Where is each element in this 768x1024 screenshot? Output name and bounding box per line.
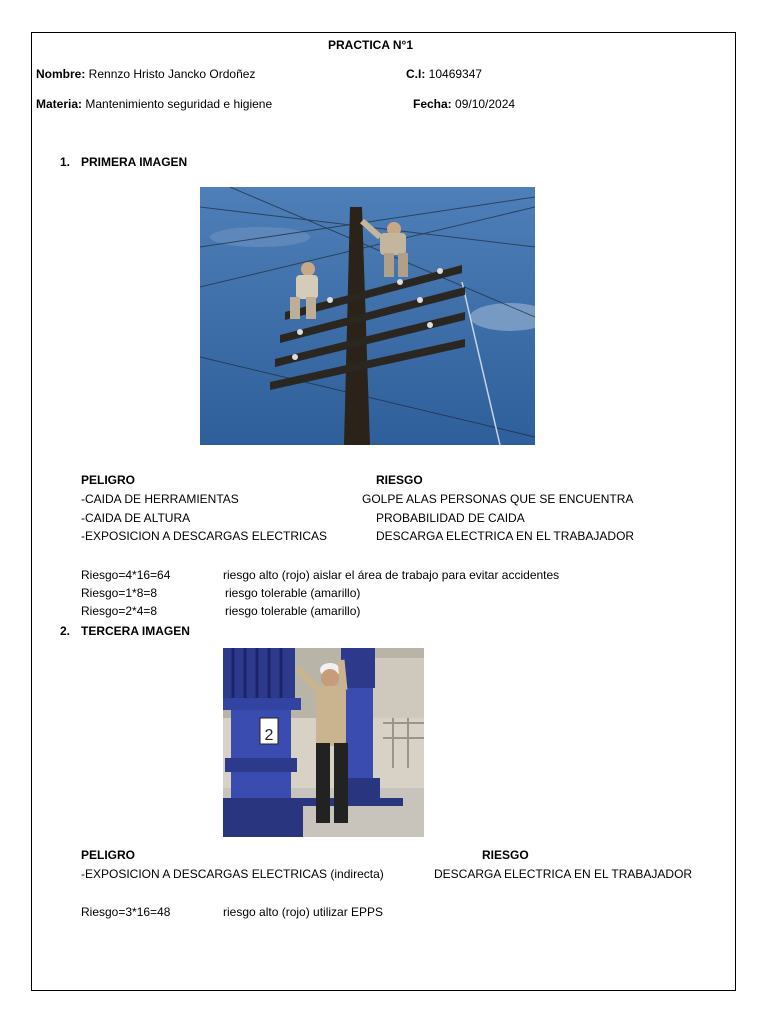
hazard-item: -EXPOSICION A DESCARGAS ELECTRICAS (indirecta) (81, 867, 384, 881)
page-title: PRACTICA N°1 (328, 38, 414, 52)
risk-calc: Riesgo=4*16=64 (81, 568, 171, 582)
risk-item: PROBABILIDAD DE CAIDA (376, 511, 525, 525)
risk-calc: Riesgo=3*16=48 (81, 905, 171, 919)
risk-calc: Riesgo=1*8=8 (81, 586, 158, 600)
date-line (413, 97, 515, 111)
section2-risk-header: RIESGO (482, 848, 529, 862)
risk-item: GOLPE ALAS PERSONAS QUE SE ENCUENTRA (362, 492, 634, 506)
risk-assessment: riesgo alto (rojo) aislar el área de trabajo para evitar accidentes (223, 568, 560, 582)
hazard-item: -EXPOSICION A DESCARGAS ELECTRICAS (81, 529, 328, 543)
section1-risk-header: RIESGO (376, 473, 423, 487)
risk-calc: Riesgo=2*4=8 (81, 604, 158, 618)
risk-assessment: riesgo tolerable (amarillo) (225, 586, 361, 600)
name-line (36, 67, 255, 81)
machine-number-label: 2 (264, 727, 274, 744)
section2-hazard-header: PELIGRO (81, 848, 136, 862)
date-value: 09/10/2024 (451, 97, 516, 111)
power-pole-photo (200, 187, 535, 445)
risk-assessment: riesgo alto (rojo) utilizar EPPS (223, 905, 384, 919)
risk-item: DESCARGA ELECTRICA EN EL TRABAJADOR (434, 867, 693, 881)
ci-value: 10469347 (425, 67, 483, 81)
section2-number: 2. (60, 624, 71, 638)
hazard-item: -CAIDA DE HERRAMIENTAS (81, 492, 239, 506)
ci-line (406, 67, 482, 81)
risk-item: DESCARGA ELECTRICA EN EL TRABAJADOR (376, 529, 635, 543)
section1-hazard-header: PELIGRO (81, 473, 136, 487)
date-label: Fecha: (413, 97, 452, 111)
name-label: Nombre: (36, 67, 86, 81)
risk-assessment: riesgo tolerable (amarillo) (225, 604, 361, 618)
name-value: Rennzo Hristo Jancko Ordoñez (85, 67, 256, 81)
subject-value: Mantenimiento seguridad e higiene (82, 97, 273, 111)
blue-motor-left (223, 648, 303, 837)
machinery-photo (223, 648, 424, 837)
subject-line (36, 97, 272, 111)
section1-heading: PRIMERA IMAGEN (81, 155, 188, 169)
section1-number: 1. (60, 155, 71, 169)
ci-label: C.I: (406, 67, 426, 81)
subject-label: Materia: (36, 97, 83, 111)
hazard-item: -CAIDA DE ALTURA (81, 511, 191, 525)
section2-heading: TERCERA IMAGEN (81, 624, 190, 638)
